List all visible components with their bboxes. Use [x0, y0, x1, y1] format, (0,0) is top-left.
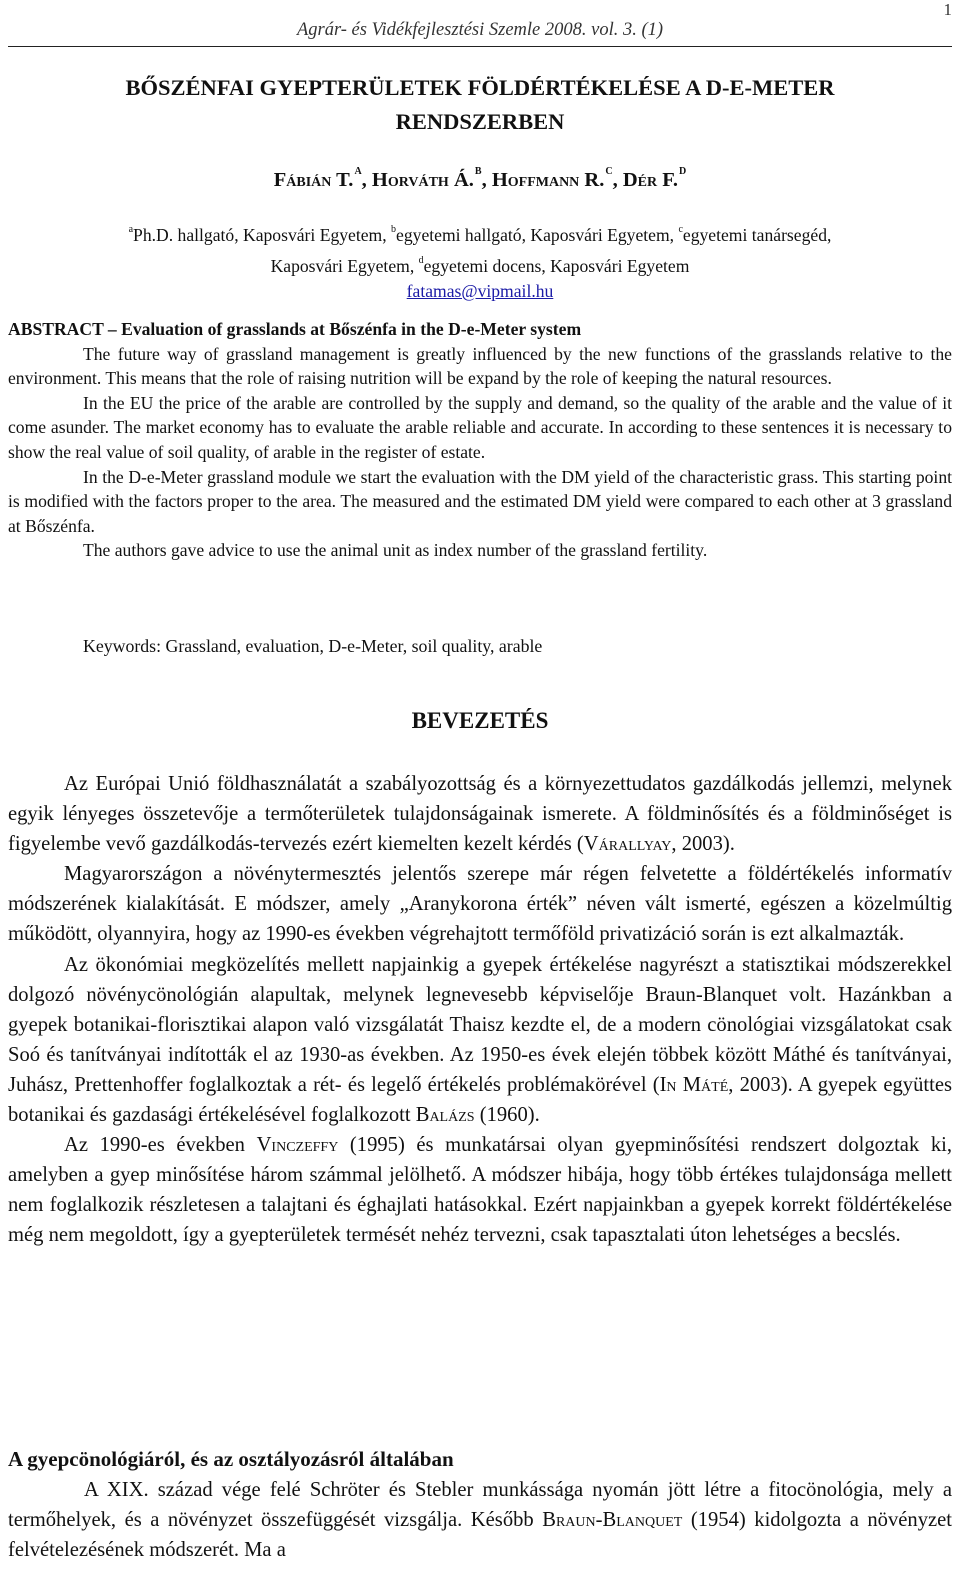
- section-heading-bevezetes: BEVEZETÉS: [411, 708, 549, 733]
- affiliation-line-2: Kaposvári Egyetem, $^d$egyetemi docens, Kaposvári Egyetem: [270, 255, 690, 276]
- body-paragraph: Az ökonómiai megközelítés mellett napjainkig a gyepek értékelése nagyrészt a statisztikai módszerekkel dolgozó növénycönológián alapultak, melynek legnevesebb képviselője Braun-Blanquet volt. Hazánkban a gyepek botanikai-florisztikai alapon való vizsgálatát Thaisz kezdte el, de a modern cönológiai vizsgálatokat csak Soó és tanítványai indították el az 1930-as években. Az 1950-es évek elején többek között Máthé és tanítványai, Juhász, Prettenhoffer foglalkoztak a rét- és legelő értékelés problémakörével (In Máté, 2003). A gyepek együttes botanikai és gazdasági értékelésével foglalkozott Balázs (1960).: [8, 953, 952, 1127]
- author-name: Dér F.: [622, 169, 678, 191]
- author-mark: B: [474, 166, 482, 177]
- author-list: [0, 166, 960, 192]
- abstract-paragraph: In the EU the price of the arable are controlled by the supply and demand, so the quality of the arable and the value of it come asunder. The market economy has to evaluate the arable reliable and accurate. In according to these sentences it is necessary to show the real value of soil quality, of arable in the register of estate.: [8, 392, 952, 462]
- section-body-2: [8, 1475, 952, 1565]
- author-sep: ,: [361, 169, 372, 191]
- affiliation-line-1: $^a$Ph.D. hallgató, Kaposvári Egyetem, $^b$egyetemi hallgató, Kaposvári Egyetem, $^c$egyetemi tanársegéd,: [128, 224, 832, 245]
- keywords: Keywords: Grassland, evaluation, D-e-Meter, soil quality, arable: [83, 636, 543, 656]
- body-paragraph: Magyarországon a növénytermesztés jelentős szerepe már régen felvetette a földértékelés informatív módszerének kialakítását. E módszer, amely „Aranykorona érték” néven vált ismerté, egészen a közelmúltig működött, olyannyira, hogy az 1990-es években végrehajtott termőföld privatizáció során is ezt alkalmazták.: [8, 863, 952, 946]
- title-line-1: BŐSZÉNFAI GYEPTERÜLETEK FÖLDÉRTÉKELÉSE A D-E-METER: [125, 75, 835, 100]
- email-link[interactable]: fatamas@vipmail.hu: [406, 281, 554, 301]
- author-sep: ,: [481, 169, 492, 191]
- abstract-heading: ABSTRACT – Evaluation of grasslands at Bőszénfa in the D-e-Meter system: [8, 319, 582, 339]
- author-mark: A: [354, 166, 362, 177]
- abstract: [8, 317, 952, 563]
- body-paragraph: Az Európai Unió földhasználatát a szabályozottság és a környezettudatos gazdálkodás jellemzi, melynek egyik lényeges összetevője a termőterületek tulajdonságainak ismerete. A földminősítés és a földminőséget is figyelembe vevő gazdálkodás-tervezés ezért kiemelten kezelt kérdés (Várallyay, 2003).: [8, 773, 952, 856]
- affiliations: [8, 217, 952, 304]
- body-paragraph: A XIX. század vége felé Schröter és Stebler munkássága nyomán jött létre a fitocönológia, mely a termőhelyek, és a növényzet összefüggését vizsgálja. Később Braun-Blanquet (1954) kidolgozta a növényzet felvételezésének módszerét. Ma a: [8, 1479, 952, 1562]
- author-name: Fábián T.: [273, 169, 354, 191]
- abstract-paragraph: In the D-e-Meter grassland module we start the evaluation with the DM yield of the characteristic grass. This starting point is modified with the factors proper to the area. The measured and the estimated DM yield were compared to each other at 3 grassland at Bőszénfa.: [8, 466, 952, 536]
- page-number: 1: [943, 0, 952, 19]
- paper-title: [0, 71, 960, 139]
- title-line-2: RENDSZERBEN: [395, 109, 565, 134]
- section-body: [8, 769, 952, 1251]
- abstract-paragraph: The authors gave advice to use the animal unit as index number of the grassland fertility.: [83, 540, 708, 561]
- author-sep: ,: [612, 169, 623, 191]
- author-name: Horváth Á.: [371, 169, 474, 191]
- author-mark: D: [679, 166, 687, 177]
- header-rule: [8, 46, 952, 47]
- author-mark: C: [605, 166, 613, 177]
- section-heading-gyepcönológia: A gyepcönológiáról, és az osztályozásról általában: [8, 1447, 454, 1471]
- author-name: Hoffmann R.: [491, 169, 605, 191]
- journal-header: Agrár- és Vidékfejlesztési Szemle 2008. vol. 3. (1): [296, 20, 664, 40]
- abstract-paragraph: The future way of grassland management is greatly influenced by the new functions of the grasslands relative to the environment. This means that the role of raising nutrition will be expand by the role of keeping the natural resources.: [8, 343, 952, 389]
- body-paragraph: Az 1990-es években Vinczeffy (1995) és munkatársai olyan gyepminősítési rendszert dolgoztak ki, amelyben a gyep minősítése három számmal jelölhető. A módszer hibája, hogy több értékes tulajdonsága mellett nem foglalkozik részletesen a talajtani és éghajlati hatásokkal. Ezért napjainkban a gyepek korrekt földértékelése még nem megoldott, így a gyepterületek termését nehéz tervezni, csak tapasztalati úton lehetséges a becslés.: [8, 1134, 952, 1247]
